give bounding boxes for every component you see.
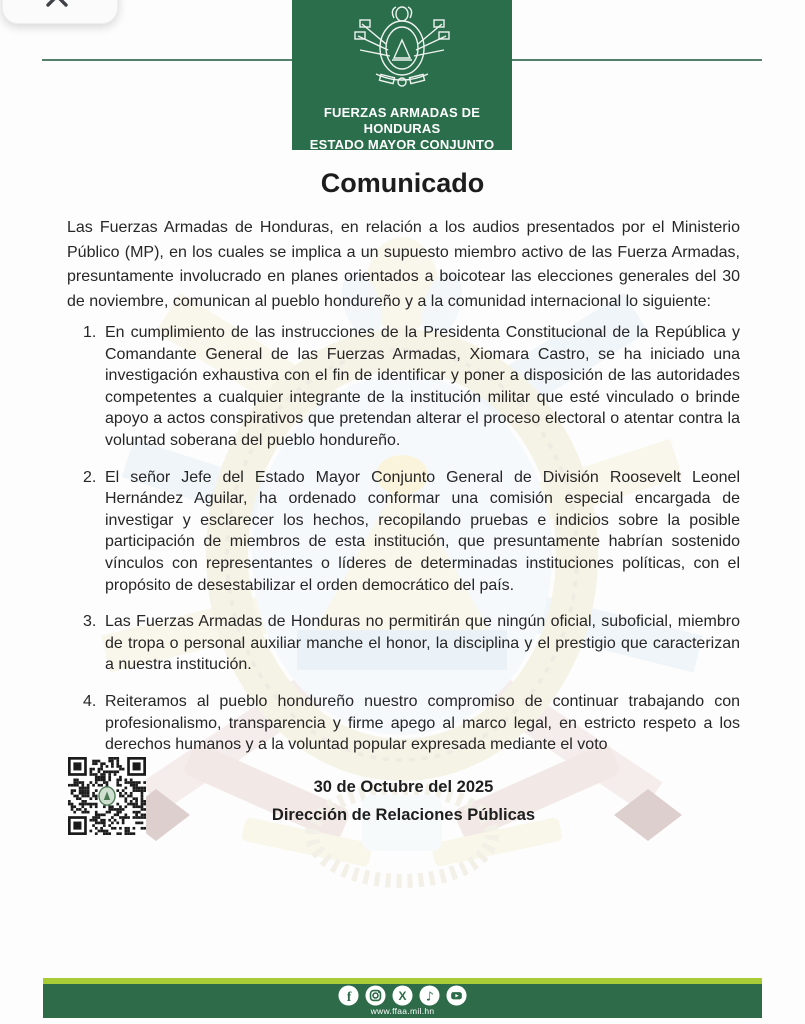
- letterhead-brand-box: [292, 0, 512, 150]
- armed-forces-crest-icon: [350, 6, 454, 98]
- svg-text:f: f: [346, 988, 352, 1004]
- instagram-icon[interactable]: [365, 985, 386, 1006]
- svg-text:X: X: [398, 988, 407, 1003]
- numbered-points: [67, 322, 740, 771]
- org-name: FUERZAS ARMADAS DE HONDURAS: [323, 105, 481, 136]
- point-1: En cumplimiento de las instrucciones de la Presidenta Constitucional de la República y Comandante General de las Fuerzas Armadas, Xiomara Castro, se ha iniciado una investigación exhaustiva con el fin de identificar y poner a disposición de las autoridades competentes a cualquier integrante de la institución militar que esté vinculado o brinde apoyo a actos conspirativos que pretendan alterar el proceso electoral o atentar contra la voluntad soberana del pueblo hondureño.: [105, 324, 740, 449]
- date-line: 30 de Octubre del 2025: [313, 778, 494, 796]
- close-icon[interactable]: [41, 0, 73, 12]
- tiktok-icon[interactable]: [419, 985, 440, 1006]
- document-title: Comunicado: [320, 168, 485, 198]
- website-url[interactable]: www.ffaa.mil.hn: [370, 1005, 435, 1016]
- org-subname: ESTADO MAYOR CONJUNTO: [309, 137, 495, 152]
- youtube-icon[interactable]: [446, 985, 467, 1006]
- x-icon[interactable]: [392, 985, 413, 1006]
- signature-line: Dirección de Relaciones Públicas: [271, 806, 536, 824]
- point-4: Reiteramos al pueblo hondureño nuestro compromiso de continuar trabajando con profesionalismo, transparencia y firme apego al marco legal, en estricto respeto a los derechos humanos y a la voluntad popular expresada mediante el voto: [105, 692, 740, 754]
- point-3: Las Fuerzas Armadas de Honduras no permitirán que ningún oficial, suboficial, miembro de tropa o personal auxiliar manche el honor, la disciplina y el prestigio que caracterizan a nuestra institución.: [105, 613, 740, 674]
- svg-text:♪: ♪: [425, 987, 434, 1003]
- footer-band: [43, 984, 762, 1018]
- point-2: El señor Jefe del Estado Mayor Conjunto General de División Roosevelt Leonel Hernández Aguilar, ha ordenado conformar una comisión especial encargada de investigar y esclarecer los hechos, recopilando pruebas e indicios sobre la posible participación de miembros de esta institución, que presuntamente habrían sostenido vínculos con representantes o líderes de determinadas instituciones políticas, con el propósito de desestabilizar el orden democrático del país.: [105, 468, 740, 594]
- social-links: [338, 985, 467, 1006]
- intro-paragraph: Las Fuerzas Armadas de Honduras, en relación a los audios presentados por el Ministerio Público (MP), en los cuales se implica a un supuesto miembro activo de las Fuerza Armadas, presuntamente involucrado en planes orientados a boicotear las elecciones generales del 30 de noviembre, comunican al pueblo hondureño y a la comunidad internacional lo siguiente:: [67, 219, 740, 310]
- facebook-icon[interactable]: [338, 985, 359, 1006]
